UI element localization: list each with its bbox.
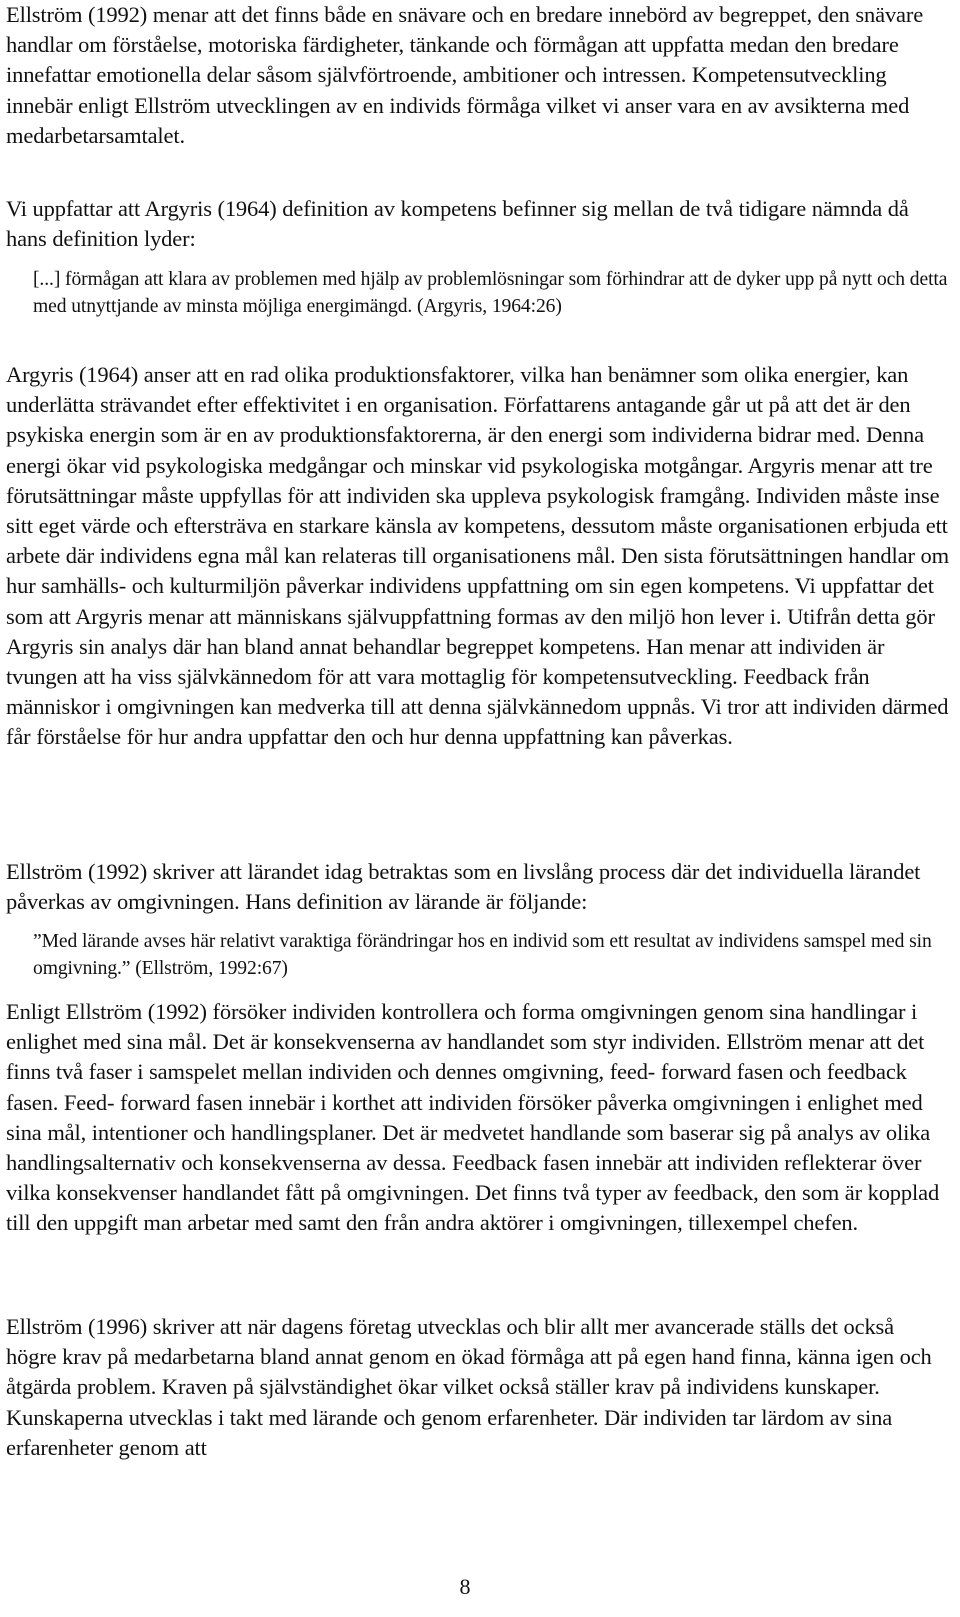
- paragraph-argyris-definition-intro: Vi uppfattar att Argyris (1964) definition av kompetens befinner sig mellan de två tidigare nämnda då hans definition lyder:: [6, 196, 909, 252]
- block-quote-ellstrom: ”Med lärande avses här relativt varaktiga förändringar hos en individ som ett resultat av individens samspel med sin omgivning.” (Ellström, 1992:67): [33, 931, 932, 979]
- paragraph-ellstrom-1992-competence: Ellström (1992) menar att det finns både en snävare och en bredare innebörd av begreppet, den snävare handlar om förståelse, motoriska färdigheter, tänkande och förmågan att uppfatta medan den bredare innefattar emotionella delar såsom självförtroende, ambitioner och intressen. Kompetensutveckling innebär enligt Ellström utvecklingen av en individs förmåga vilket vi anser vara en av avsikterna med medarbetarsamtalet.: [6, 2, 924, 148]
- paragraph-argyris-energies: Argyris (1964) anser att en rad olika produktionsfaktorer, vilka han benämner som olika energier, kan underlätta strävandet efter effektivitet i en organisation. Författarens antagande går ut på att det är den psykiska energin som är en av produktionsfaktorerna, är den energi som individerna bidrar med. Denna energi ökar vid psykologiska medgångar och minskar vid psykologiska motgångar. Argyris menar att tre förutsättningar måste uppfyllas för att individen ska uppleva psykologisk framgång. Individen måste inse sitt eget värde och eftersträva en starkare känsla av kompetens, dessutom måste organisationen erbjuda ett arbete där individens egna mål kan relateras till organisationens mål. Den sista förutsättningen handlar om hur samhälls- och kulturmiljön påverkar individens uppfattning om sin egen kompetens. Vi uppfattar det som att Argyris menar att människans självuppfattning formas av den miljö hon lever i. Utifrån detta gör Argyris sin analys där han bland annat behandlar begreppet kompetens. Han menar att individen är tvungen att ha viss självkännedom för att vara mottaglig för kompetensutveckling. Feedback från människor i omgivningen kan medverka till att denna självkännedom uppnås. Vi tror att individen därmed får förståelse för hur andra uppfattar den och hur denna uppfattning kan påverkas.: [6, 362, 949, 750]
- page-number: 8: [459, 1574, 471, 1599]
- paragraph-ellstrom-1996: Ellström (1996) skriver att när dagens företag utvecklas och blir allt mer avancerade ställs det också högre krav på medarbetarna bland annat genom en ökad förmåga att på egen hand finna, känna igen och åtgärda problem. Kraven på självständighet ökar vilket också ställer krav på individens kunskaper. Kunskaperna utvecklas i takt med lärande och genom erfarenheter. Där individen tar lärdom av sina erfarenheter genom att: [6, 1314, 932, 1460]
- block-quote-argyris: [...] förmågan att klara av problemen med hjälp av problemlösningar som förhindrar att de dyker upp på nytt och detta med utnyttjande av minsta möjliga energimängd. (Argyris, 1964:26): [33, 269, 948, 317]
- paragraph-feedforward-feedback: Enligt Ellström (1992) försöker individen kontrollera och forma omgivningen genom sina handlingar i enlighet med sina mål. Det är konsekvenserna av handlandet som styr individen. Ellström menar att det finns två faser i samspelet mellan individen och dennes omgivning, feed- forward fasen och feedback fasen. Feed- forward fasen innebär i korthet att individen försöker påverka omgivningen i enlighet med sina mål, intentioner och handlingsplaner. Det är medvetet handlande som baserar sig på analys av olika handlingsalternativ och konsekvenserna av dessa. Feedback fasen innebär att individen reflekterar över vilka konsekvenser handlandet fått på omgivningen. Det finns två typer av feedback, den som är kopplad till den uppgift man arbetar med samt den från andra aktörer i omgivningen, tillexempel chefen.: [6, 999, 940, 1236]
- paragraph-ellstrom-learning: Ellström (1992) skriver att lärandet idag betraktas som en livslång process där det individuella lärandet påverkas av omgivningen. Hans definition av lärande är följande:: [6, 859, 921, 915]
